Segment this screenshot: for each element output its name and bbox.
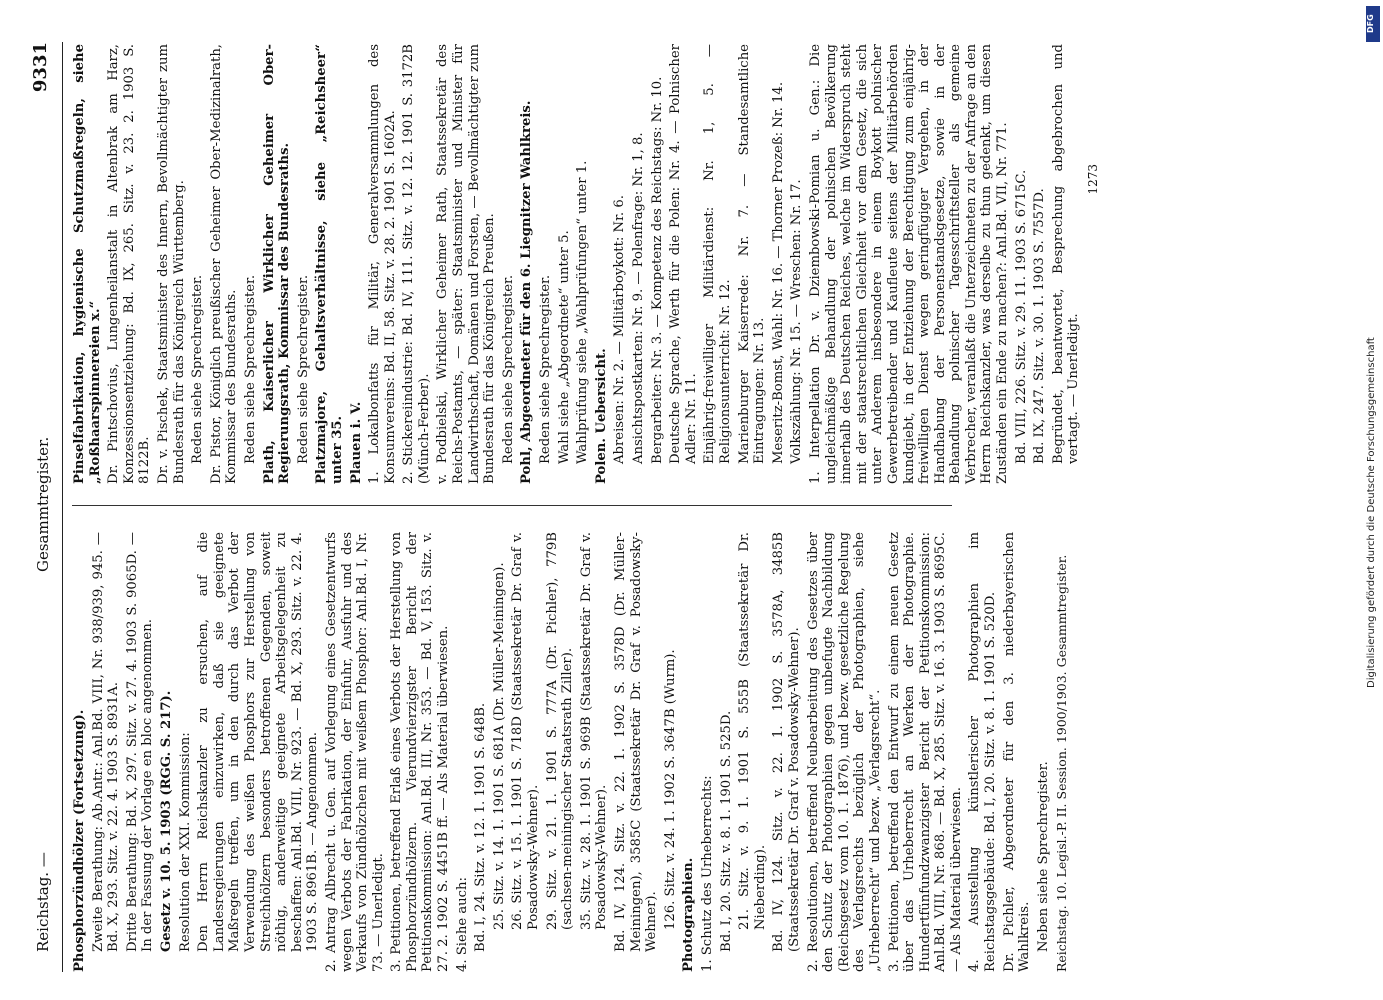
register-entry: 1. Schutz des Urheberrechts: [699, 775, 715, 972]
column-divider [72, 505, 952, 506]
register-entry: Marienburger Kaiserrede: Nr. 7. — Standesamtliche Eintragungen: Nr. 13. [736, 44, 768, 464]
register-entry: Phosphorzündhölzer (Fortsetzung). [72, 709, 87, 972]
register-entry: Den Herrn Reichskanzler zu ersuchen, auf die Landesregierungen einzuwirken, daß sie geeignete Maßregeln treffen, um in den durch das Verbot der Verwendung des weißen Phosphors zur Herstellung von Streichhölzern besonders betroffenen Gegenden, soweit nöthig, anderweitige geeignete Arbeitsgelegenheit zu beschaffen: Anl.Bd. VIII, Nr. 923. — Bd. X, 293. Sitz. v. 22. 4. 1903 S. 8961B. — Angenommen. [196, 532, 321, 952]
register-entry: 26. Sitz. v. 15. 1. 1901 S. 718D (Staatssekretär Dr. Graf v. Posadowsky-Wehner). [510, 532, 542, 930]
register-entry: 29. Sitz. v. 21. 1. 1901 S. 777A (Dr. Pichler), 779B (sachsen-meiningischer Staatsrath Ziller). [544, 532, 576, 930]
register-entry: 2. Resolutionen, betreffend Neubearbeitung des Gesetzes über den Schutz der Photographien gegen unbefugte Nachbildung (Reichsgesetz vom 10. 1. 1876), und bezw. gesetzliche Regelung des Verlagsrechts bezüglich der Photographien, siehe „Urheberrecht“ und bezw. „Verlagsrecht“. [805, 532, 883, 972]
register-entry: 1. Lokalbonfatts für Militär, Generalversammlungen des Konsumvereins: Bd. II, 58. Sitz. v. 28. 2. 1901 S. 1602A. [367, 44, 398, 484]
register-entry: Plauen i. V. [348, 401, 364, 484]
register-entry: Reichstag. 10. Legisl.-P. II. Session. 1900/1903. Gesammtregister. [1054, 554, 1070, 972]
register-entry: Abreisen: Nr. 2. — Militärboykott: Nr. 6. [612, 195, 628, 464]
register-entry: Wahl siehe „Abgeordnete“ unter 5. [556, 230, 572, 464]
register-entry: 1273 [1086, 164, 1101, 195]
register-entry: Neben siehe Sprechregister. [1035, 761, 1051, 952]
register-entry: Reden siehe Sprechregister. [295, 274, 311, 464]
digitization-note: Digitalisierung gefördert durch die Deutsche Forschungsgemeinschaft [1366, 337, 1377, 688]
register-entry: Ansichtspostkarten: Nr. 9. — Polenfrage: Nr. 1, 8. [631, 132, 646, 464]
register-entry: Zweite Berathung: Ab.Antr.: Anl.Bd. VIII, Nr. 938/939, 945. — Bd. X, 293. Sitz. v. 22. 4. 1903 S. 8931A. [90, 532, 122, 952]
header-center: Gesammtregister. [34, 436, 52, 572]
register-entry: 4. Siehe auch: [454, 877, 470, 972]
page-number: 9331 [30, 42, 51, 93]
dfg-logo: DFG [1366, 6, 1380, 42]
right-column [72, 44, 1105, 484]
register-entry: Dritte Berathung: Bd. X, 297. Sitz. v. 27. 4. 1903 S. 9065D. — In der Fassung der Vorlage en bloc angenommen. [124, 532, 156, 952]
register-entry: Einjährig-freiwilliger Militärdienst: Nr. 1, 5. — Religionsunterricht: Nr. 12. [702, 44, 733, 464]
register-entry: Reden siehe Sprechregister. [242, 274, 258, 464]
register-entry: 4. Ausstellung künstlerischer Photographien im Reichstagsgebäude: Bd. I, 20. Sitz. v. 8. 1. 1901 S. 520D. [967, 532, 999, 972]
register-entry: Bd. IV, 124. Sitz. v. 22. 1. 1902 S. 3578A, 3485B (Staatssekretär Dr. Graf v. Posadowsky-Wehner). [771, 532, 802, 952]
register-entry: Volkszählung: Nr. 15. — Wreschen: Nr. 17. [789, 179, 805, 464]
register-entry: Gesetz v. 10. 5. 1903 (RGG. S. 217). [158, 690, 174, 952]
running-header [28, 42, 63, 972]
register-entry: Dr. Pintschovius, Lungenheilanstalt in Altenbrak am Harz, Konzessionsentziehung: Bd. IX, 265. Sitz. v. 23. 2. 1903 S. 8122B. [106, 44, 153, 484]
register-entry: Pohl, Abgeordneter für den 6. Liegnitzer Wahlkreis. [519, 100, 535, 484]
register-entry: Bd. IV, 124. Sitz. v. 22. 1. 1902 S. 3578D (Dr. Müller-Meiningen), 3585C (Staatssekretär Dr. Graf v. Posadowsky-Wehner). [613, 532, 660, 952]
register-entry: Dr. Pistor, Königlich preußischer Geheimer Ober-Medizinalrath, Kommissar des Bundesraths. [208, 44, 240, 484]
register-entry: 35. Sitz. v. 28. 1. 1901 S. 969B (Staatssekretär Dr. Graf v. Posadowsky-Wehner). [578, 532, 610, 930]
register-entry: Wahlprüfung siehe „Wahlprüfungen“ unter 1. [575, 160, 591, 464]
register-entry: 3. Petitionen, betreffend Erlaß eines Verbots der Herstellung von Phosphorzündhölzern. Vierundvierzigster Bericht der Petitionskommission: Anl.Bd. III, Nr. 353. — Bd. V, 153. Sitz. v. 27. 2. 1902 S. 4451B ff. — Als Material überwiesen. [389, 532, 452, 972]
register-entry: 126. Sitz. v. 24. 1. 1902 S. 3647B (Wurm). [662, 649, 678, 930]
register-entry: Dr. v. Pischek, Staatsminister des Innern, Bevollmächtigter zum Bundesrath für das Königreich Württemberg. [155, 44, 187, 484]
register-entry: Begründet, beantwortet, Besprechung abgebrochen und vertagt. — Unerledigt. [1050, 44, 1082, 464]
register-entry: Pinselfabrikation, hygienische Schutzmaßregeln, siehe „Roßhaarspinnereien x.“ [72, 44, 103, 484]
register-entry: 25. Sitz. v. 14. 1. 1901 S. 681A (Dr. Müller-Meiningen). [491, 562, 507, 930]
register-entry: Plath, Kaiserlicher Wirklicher Geheimer Ober-Regierungsrath, Kommissar des Bundesraths. [261, 44, 293, 484]
register-entry: Bd. I, 24. Sitz. v. 12. 1. 1901 S. 648B. [473, 702, 489, 952]
register-entry: 2. Stickereiindustrie: Bd. IV, 111. Sitz. v. 12. 12. 1901 S. 3172B (Münch-Ferber). [401, 44, 432, 484]
register-entry: Photographien. [681, 857, 697, 972]
register-entry: 3. Petitionen, betreffend den Entwurf zu einem neuen Gesetz über das Urheberrecht an Werken der Photographie. Hundertfünfundzwanzigster Bericht der Petitionskommission: Anl.Bd. VIII, Nr. 868. — Bd. X, 285. Sitz. v. 16. 3. 1903 S. 8695C. — Als Material überwiesen. [886, 532, 964, 972]
register-entry: Bd. VIII, 226. Sitz. v. 29. 11. 1903 S. 6715C. [1013, 169, 1029, 464]
register-entry: Bergarbeiter: Nr. 3. — Kompetenz des Reichstags: Nr. 10. [649, 76, 665, 464]
register-entry: Platzmajore, Gehaltsverhältnisse, siehe „Reichsheer“ unter 35. [314, 44, 345, 484]
register-entry: Bd. I, 20. Sitz. v. 8. 1. 1901 S. 525D. [718, 710, 734, 952]
register-entry: Polen. Uebersicht. [593, 348, 609, 484]
register-entry: Deutsche Sprache, Werth für die Polen: Nr. 4. — Polnischer Adler: Nr. 11. [668, 44, 699, 464]
register-entry: 21. Sitz. v. 9. 1. 1901 S. 555B (Staatssekretär Dr. Nieberding). [737, 532, 768, 930]
register-entry: Meseritz-Bomst, Wahl: Nr. 16. — Thorner Prozeß: Nr. 14. [770, 81, 786, 464]
register-entry: Reden siehe Sprechregister. [538, 274, 554, 464]
header-left: Reichstag. — [34, 852, 52, 952]
register-entry: v. Podbielski, Wirklicher Geheimer Rath, Staatssekretär des Reichs-Postamts, — später: Staatsminister und Minister für Landwirthschaft, Domänen und Forsten, — Bevollmächtigter zum Bundesrath für das Königreich Preußen. [435, 44, 498, 484]
register-entry: Reden siehe Sprechregister. [500, 274, 516, 464]
left-column [72, 532, 1073, 972]
register-entry: Resolution der XXI. Kommission: [177, 732, 193, 952]
register-entry: Dr. Pichler, Abgeordneter für den 3. niederbayerischen Wahlkreis. [1001, 532, 1033, 972]
register-entry: 1. Interpellation Dr. v. Dziembowski-Pomian u. Gen.: Die ungleichmäßige Behandlung der polnischen Bevölkerung innerhalb des Deutschen Reiches, welche im Widerspruch steht mit der staatsrechtlichen Gleichheit vor dem Gesetz, die sich unter Anderem insbesondere in einem Boykott polnischer Gewerbetreibender und Kaufleute seitens der Militärbehörden kundgiebt, in der Entziehung der Berechtigung zum einjährig-freiwilligen Dienst wegen geringfügiger Vergehen, in der Handhabung der Personenstandsgesetze, sowie in der Behandlung polnischer Tagesschriftsteller als gemeine Verbrecher, veranlaßt die Unterzeichneten zu der Anfrage an den Herrn Reichskanzler, was derselbe zu thun gedenkt, um diesen Zuständen ein Ende zu machen?: Anl.Bd. VII, Nr. 771. [807, 44, 1011, 484]
rotated-page-content [28, 12, 1348, 972]
register-entry: Reden siehe Sprechregister. [190, 274, 206, 464]
register-entry: 2. Antrag Albrecht u. Gen. auf Vorlegung eines Gesetzentwurfs wegen Verbots der Fabrikation, der Einfuhr, Ausfuhr und des Verkaufs von Zündhölzchen mit weißem Phosphor: Anl.Bd. I, Nr. 73. — Unerledigt. [323, 532, 386, 972]
register-entry: Bd. IX, 247. Sitz. v. 30. 1. 1903 S. 7557D. [1032, 188, 1048, 464]
